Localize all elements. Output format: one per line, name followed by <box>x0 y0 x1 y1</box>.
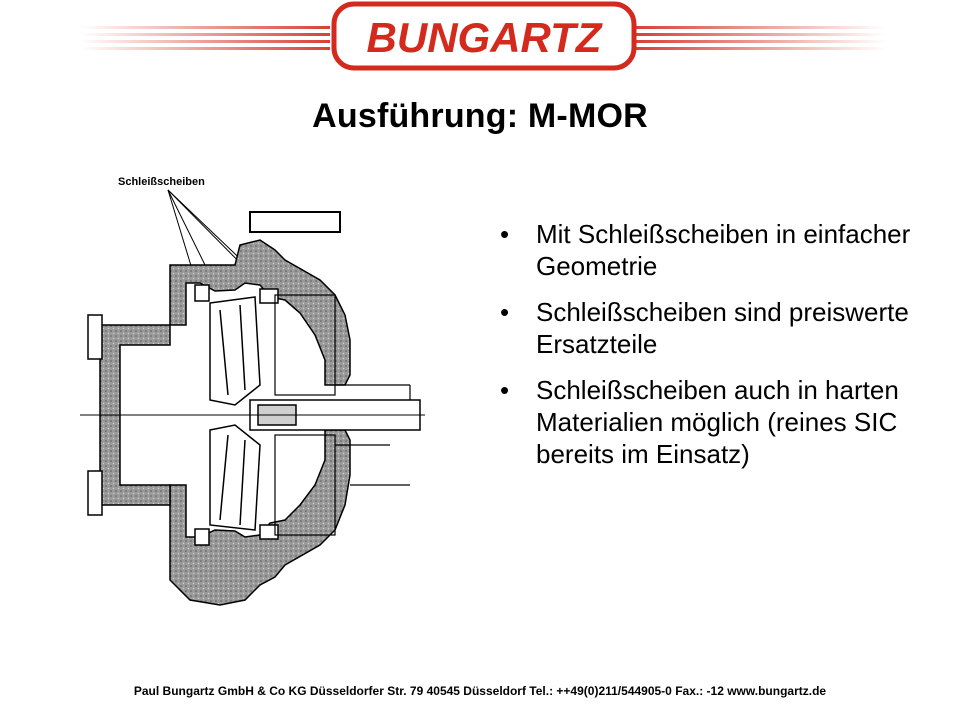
pump-cross-section-drawing <box>70 185 430 635</box>
bullet-dot: • <box>500 297 510 327</box>
logo-stripes <box>0 0 960 80</box>
callout-label: Schleißscheiben <box>118 176 205 188</box>
bullet-dot: • <box>500 219 510 249</box>
outlet-flange <box>250 212 340 232</box>
bullet-item <box>500 374 920 470</box>
bullet-list <box>500 218 920 484</box>
slide-title: Ausführung: M-MOR <box>312 97 648 135</box>
bullet-item <box>500 296 920 360</box>
wear-plate-front-lower <box>195 529 209 545</box>
logo-band <box>0 0 960 80</box>
bullet-dot: • <box>500 375 510 405</box>
wear-plate-front <box>195 285 209 301</box>
bullet-item <box>500 218 920 282</box>
brand-logo: BUNGARTZ <box>366 14 602 61</box>
bullet-text: Mit Schleißscheiben in einfacher Geometrie <box>536 219 911 281</box>
footer-contact: Paul Bungartz GmbH & Co KG Düsseldorfer Str. 79 40545 Düsseldorf Tel.: ++49(0)211/544905-0 Fax.: -12 www.bungartz.de <box>133 684 827 698</box>
bullet-text: Schleißscheiben auch in harten Materialien möglich (reines SIC bereits im Einsatz) <box>536 375 899 469</box>
suction-flange-bottom <box>88 471 102 515</box>
suction-flange-top <box>88 315 102 359</box>
volute-upper <box>170 240 350 385</box>
bullet-text: Schleißscheiben sind preiswerte Ersatzteile <box>536 297 909 359</box>
